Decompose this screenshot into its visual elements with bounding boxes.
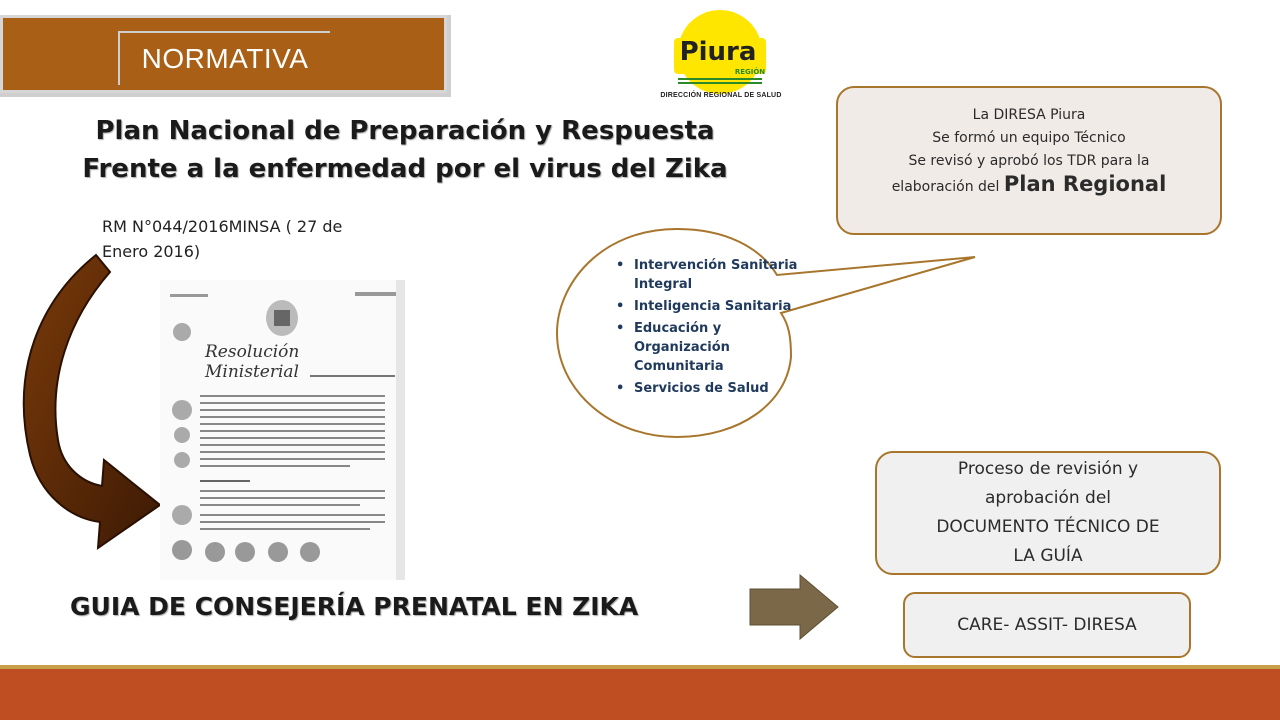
page-title: [70, 112, 740, 188]
proceso-line-1: Proceso de revisión y: [957, 459, 1139, 479]
rm-line-2: Enero 2016): [102, 242, 201, 261]
care-box: CARE- ASSIT- DIRESA: [903, 592, 1191, 658]
proceso-line-2: aprobación del: [984, 488, 1112, 508]
list-item: • Educación y Organización Comunitaria: [612, 319, 812, 376]
document-heading: Resolución Ministerial: [205, 342, 300, 382]
proceso-line-3: DOCUMENTO TÉCNICO DE: [936, 517, 1160, 537]
diresa-line-2: Se formó un equipo Técnico: [932, 130, 1126, 146]
rm-line-1: RM N°044/2016MINSA ( 27 de: [102, 217, 343, 236]
diresa-line-3: Se revisó y aprobó los TDR para la: [908, 153, 1150, 169]
logo-caption: DIRECCIÓN REGIONAL DE SALUD: [660, 92, 782, 99]
piura-region-logo: [660, 8, 780, 104]
bottom-footer-strip: [0, 669, 1280, 720]
curved-arrow-icon: [0, 250, 165, 555]
list-item: • Inteligencia Sanitaria: [612, 297, 812, 316]
right-arrow-icon: [748, 573, 840, 641]
title-line-1: Plan Nacional de Preparación y Respuesta: [95, 116, 715, 146]
bubble-list: [612, 256, 812, 401]
banner-label: NORMATIVA: [118, 31, 330, 85]
diresa-plan-regional: Plan Regional: [1003, 172, 1167, 196]
list-item: • Servicios de Salud: [612, 379, 812, 398]
section-banner: [0, 15, 451, 97]
diresa-line-1: La DIRESA Piura: [972, 107, 1086, 123]
proceso-box: [875, 451, 1221, 575]
diresa-line-4: [838, 173, 1220, 199]
logo-sub-text: REGIÓN: [734, 68, 766, 76]
title-line-2: Frente a la enfermedad por el virus del Zika: [82, 154, 728, 184]
resolution-document-image: [160, 280, 405, 580]
logo-brand-text: Piura: [679, 37, 757, 67]
diresa-box: [836, 86, 1222, 235]
proceso-line-4: LA GUÍA: [1013, 546, 1083, 566]
list-item: • Intervención Sanitaria Integral: [612, 256, 812, 294]
guide-heading: GUIA DE CONSEJERÍA PRENATAL EN ZIKA: [70, 592, 639, 621]
diresa-line-4-prefix: elaboración del: [891, 179, 1004, 195]
